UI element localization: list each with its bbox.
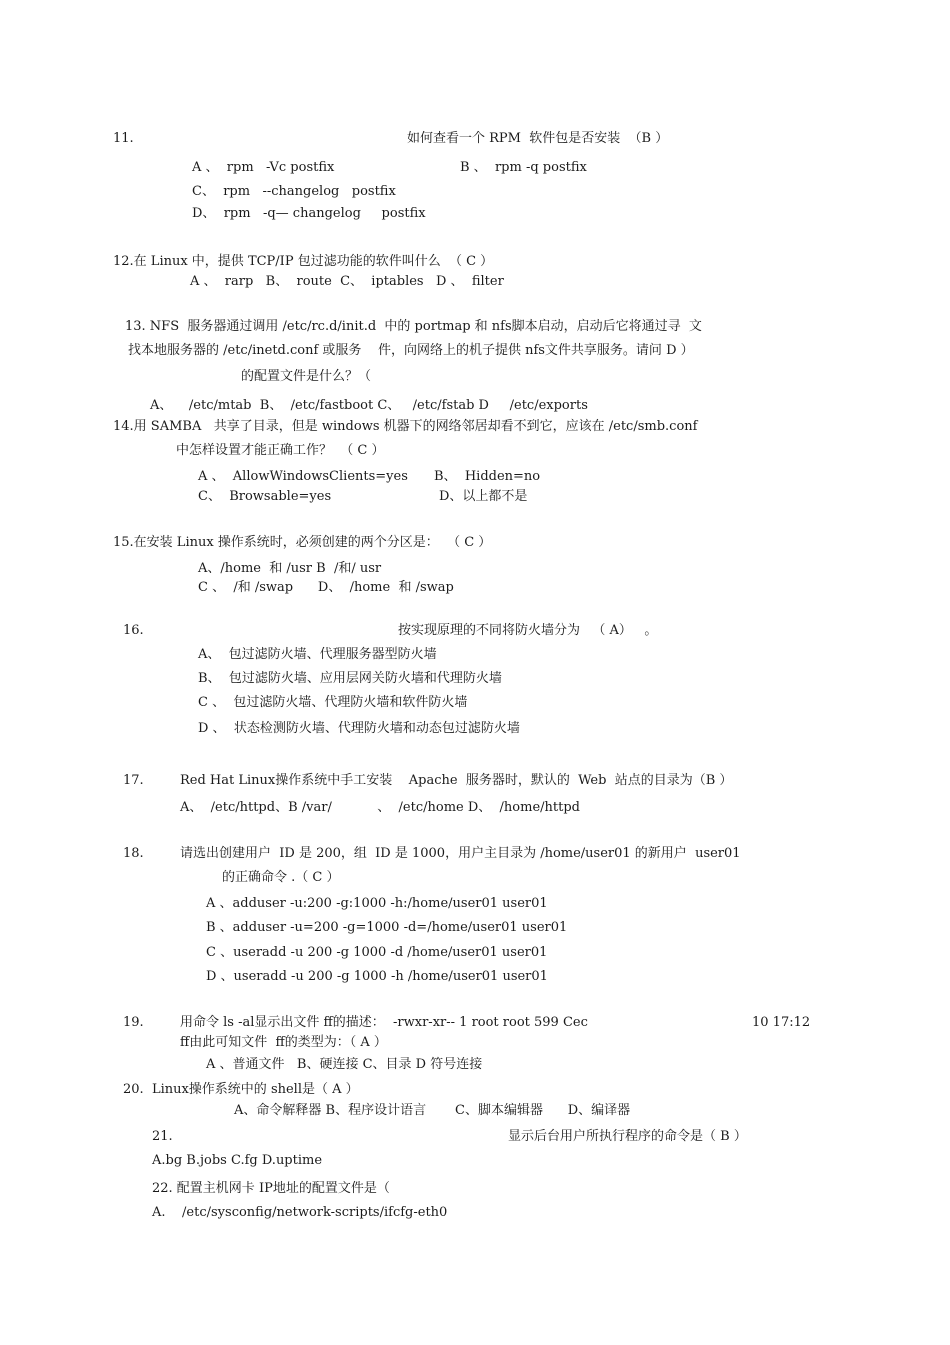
question-13-line-3: 的配置文件是什么？（ [241, 369, 372, 384]
question-18-option-c: C 、useradd -u 200 -g 1000 -d /home/user01 user01 [206, 945, 548, 960]
question-14-option-a: A 、 AllowWindowsClients=yes [198, 469, 408, 484]
question-21-number: 21. [152, 1129, 173, 1144]
question-16-option-b: B、 包过滤防火墙、应用层网关防火墙和代理防火墙 [198, 671, 502, 686]
question-14-line-1: 14.用 SAMBA 共享了目录，但是 windows 机器下的网络邻居却看不到它，应该在 /etc/smb.conf [113, 419, 698, 434]
question-18-line-1: 请选出创建用户 ID 是 200，组 ID 是 1000，用户主目录为 /home/user01 的新用户 user01 [180, 846, 741, 861]
question-18-option-a: A 、adduser -u:200 -g:1000 -h:/home/user01 user01 [206, 896, 548, 911]
question-17-text: Red Hat Linux操作系统中手工安装 Apache 服务器时，默认的 Web 站点的目录为（B ） [180, 773, 733, 788]
question-11-option-d: D、 rpm -q— changelog postfix [192, 206, 426, 221]
question-20-text: 20. Linux操作系统中的 shell是（ A ） [123, 1082, 359, 1097]
question-15-text: 15.在安装 Linux 操作系统时，必须创建的两个分区是： （ C ） [113, 535, 492, 550]
question-19-number: 19. [123, 1015, 144, 1030]
question-19-options: A 、普通文件 B、硬连接 C、目录 D 符号连接 [206, 1057, 483, 1072]
question-17-options: A、 /etc/httpd、B /var/ 、 /etc/home D、 /home/httpd [180, 800, 580, 815]
question-18-option-b: B 、adduser -u=200 -g=1000 -d=/home/user01 user01 [206, 920, 568, 935]
question-22-text: 22. 配置主机网卡 IP地址的配置文件是（ [152, 1181, 390, 1196]
question-21-text: 显示后台用户所执行程序的命令是（ B ） [508, 1129, 747, 1144]
question-16-option-c: C 、 包过滤防火墙、代理防火墙和软件防火墙 [198, 695, 468, 710]
question-19-line-1: 用命令 ls -al显示出文件 ff的描述： -rwxr-xr-- 1 root root 599 Cec [180, 1015, 588, 1030]
question-18-number: 18. [123, 846, 144, 861]
question-14-option-d: D、以上都不是 [439, 489, 528, 504]
question-17-number: 17. [123, 773, 144, 788]
question-12-text: 12.在 Linux 中，提供 TCP/IP 包过滤功能的软件叫什么 （ C ） [113, 254, 494, 269]
question-15-options-cd: C 、 /和 /swap D、 /home 和 /swap [198, 580, 454, 595]
question-14-line-2: 中怎样设置才能正确工作？ （ C ） [176, 443, 385, 458]
question-13-options: A、 /etc/mtab B、 /etc/fastboot C、 /etc/fstab D /etc/exports [150, 398, 588, 413]
question-18-option-d: D 、useradd -u 200 -g 1000 -h /home/user01 user01 [206, 969, 548, 984]
question-14-option-b: B、 Hidden=no [434, 469, 541, 484]
question-11-option-b: B 、 rpm -q postfix [460, 160, 587, 175]
question-16-text: 按实现原理的不同将防火墙分为 （ A） 。 [398, 623, 658, 638]
question-19-time: 10 17:12 [752, 1015, 811, 1030]
question-11-option-c: C、 rpm --changelog postfix [192, 184, 396, 199]
question-11-number: 11. [113, 131, 134, 146]
question-16-option-d: D 、 状态检测防火墙、代理防火墙和动态包过滤防火墙 [198, 721, 520, 736]
question-13-line-1: 13. NFS 服务器通过调用 /etc/rc.d/init.d 中的 portmap 和 nfs脚本启动，启动后它将通过寻 文 [125, 319, 702, 334]
question-12-options: A 、 rarp B、 route C、 iptables D 、 filter [190, 274, 504, 289]
question-22-option-a: A. /etc/sysconfig/network-scripts/ifcfg-eth0 [152, 1205, 448, 1220]
question-20-options: A、命令解释器 B、程序设计语言 C、脚本编辑器 D、编译器 [234, 1103, 631, 1118]
question-18-line-2: 的正确命令 .（ C ） [222, 870, 340, 885]
question-16-number: 16. [123, 623, 144, 638]
question-15-options-ab: A、/home 和 /usr B /和/ usr [198, 561, 382, 576]
question-19-line-2: ff由此可知文件 ff的类型为：（ A ） [180, 1035, 387, 1050]
question-13-line-2: 找本地服务器的 /etc/inetd.conf 或服务 件，向网络上的机子提供 nfs文件共享服务。请问 D ） [128, 343, 694, 358]
question-21-options: A.bg B.jobs C.fg D.uptime [152, 1153, 323, 1168]
question-14-option-c: C、 Browsable=yes [198, 489, 332, 504]
question-11-text: 如何查看一个 RPM 软件包是否安装 （B ） [407, 131, 669, 146]
question-11-option-a: A 、 rpm -Vc postfix [192, 160, 335, 175]
question-16-option-a: A、 包过滤防火墙、代理服务器型防火墙 [198, 647, 437, 662]
